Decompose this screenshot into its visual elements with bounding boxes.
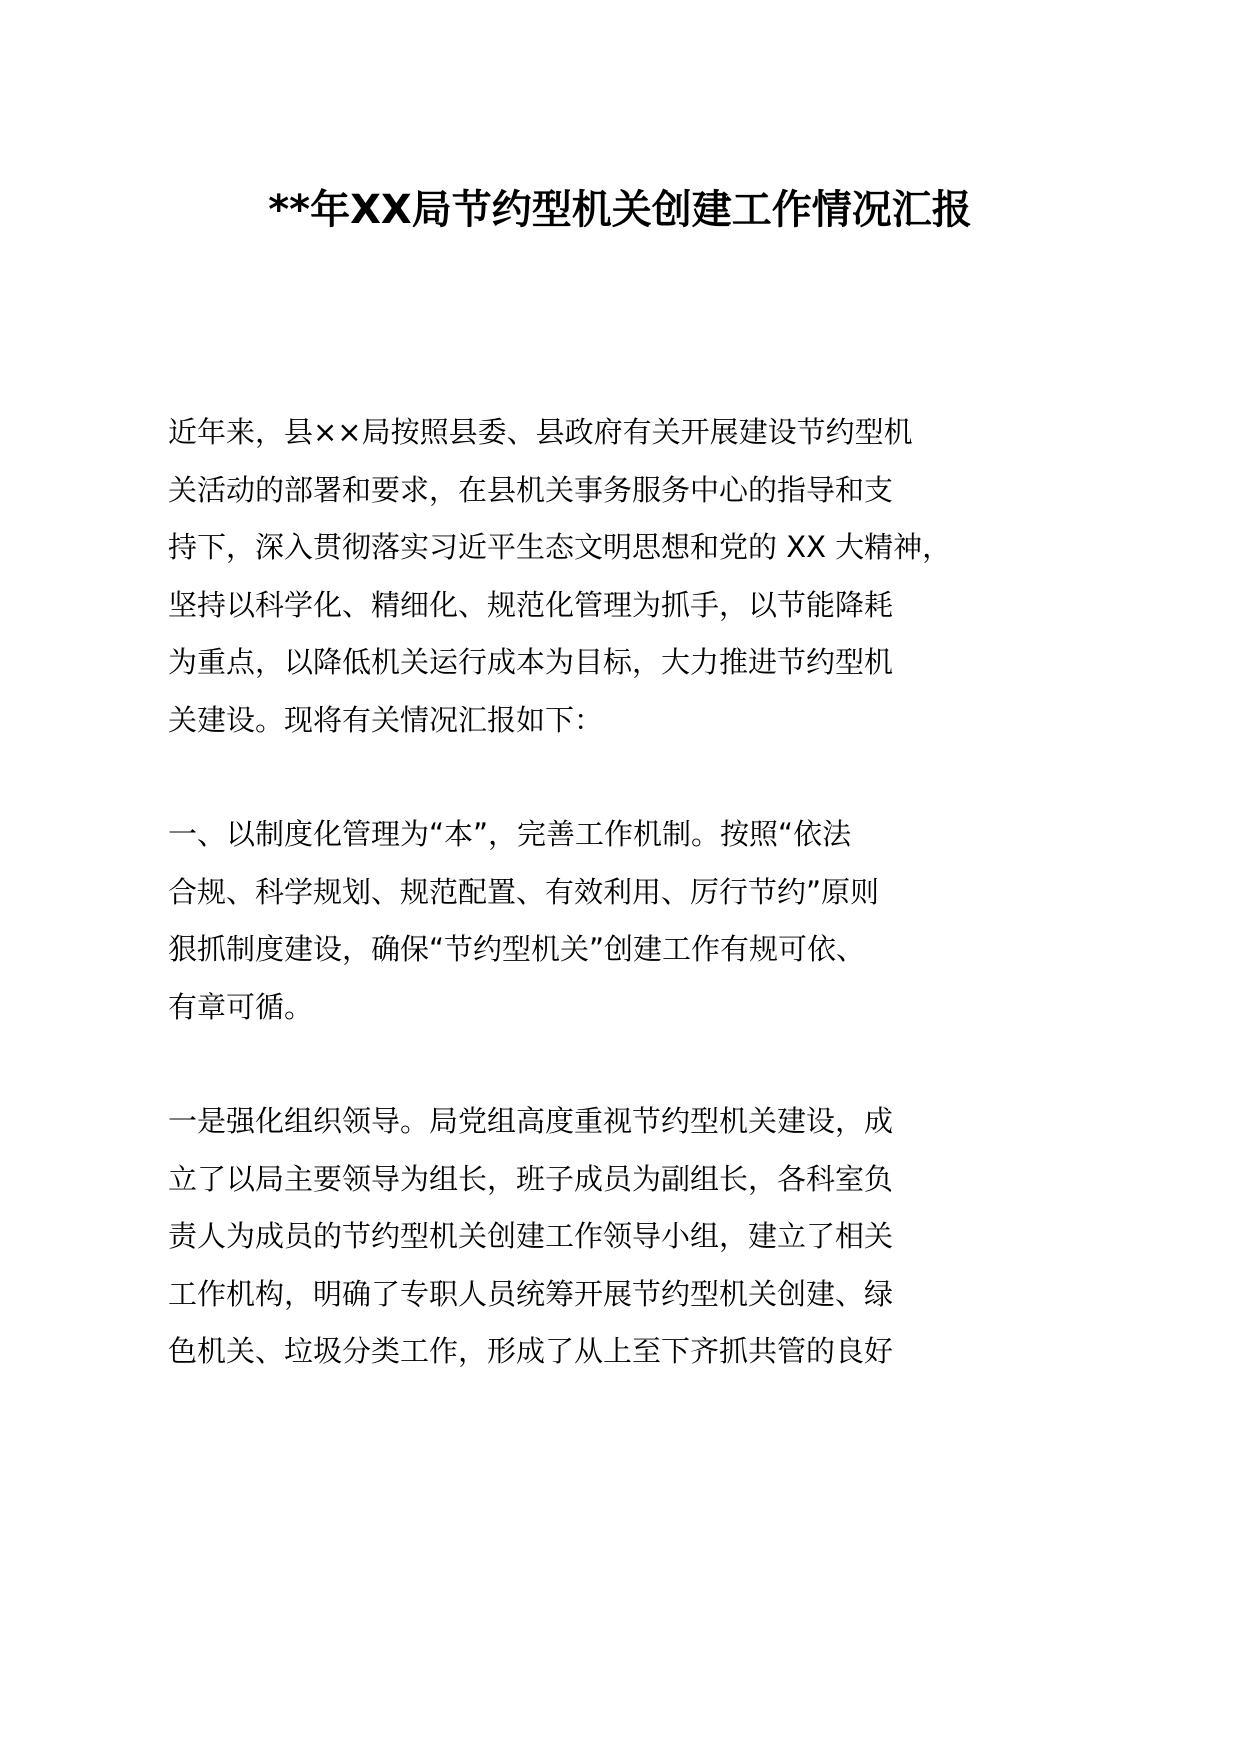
text-line: 持下，深入贯彻落实习近平生态文明思想和党的 XX 大精神， [168,530,952,564]
text-line: 一是强化组织领导。局党组高度重视节约型机关建设，成 [168,1104,894,1138]
document-title: **年XX局节约型机关创建工作情况汇报 [268,187,972,233]
text-line: 坚持以科学化、精细化、规范化管理为抓手，以节能降耗 [168,587,894,622]
text-line: 狠抓制度建设，确保“节约型机关”创建工作有规可依、 [168,932,866,966]
text-line: 工作机构，明确了专职人员统筹开展节约型机关创建、绿 [168,1276,894,1311]
text-line: 关建设。现将有关情况汇报如下： [168,702,604,737]
text-line: 为重点，以降低机关运行成本为目标，大力推进节约型机 [168,645,894,679]
text-line: 关活动的部署和要求，在县机关事务服务中心的指导和支 [168,472,894,507]
text-line: 立了以局主要领导为组长，班子成员为副组长，各科室负 [168,1161,894,1196]
paragraph-organization [168,1093,1088,1381]
paragraph-intro [168,404,1088,749]
text-line: 一、以制度化管理为“本”，完善工作机制。按照“依法 [168,817,852,851]
text-line: 有章可循。 [168,989,314,1024]
paragraph-section-one [168,806,1088,1036]
text-line: 近年来，县××局按照县委、县政府有关开展建设节约型机 [168,415,913,449]
text-line: 色机关、垃圾分类工作，形成了从上至下齐抓共管的良好 [168,1334,894,1368]
text-line: 合规、科学规划、规范配置、有效利用、厉行节约”原则 [168,874,880,909]
document-body [168,404,1088,1438]
text-line: 责人为成员的节约型机关创建工作领导小组，建立了相关 [168,1219,894,1253]
